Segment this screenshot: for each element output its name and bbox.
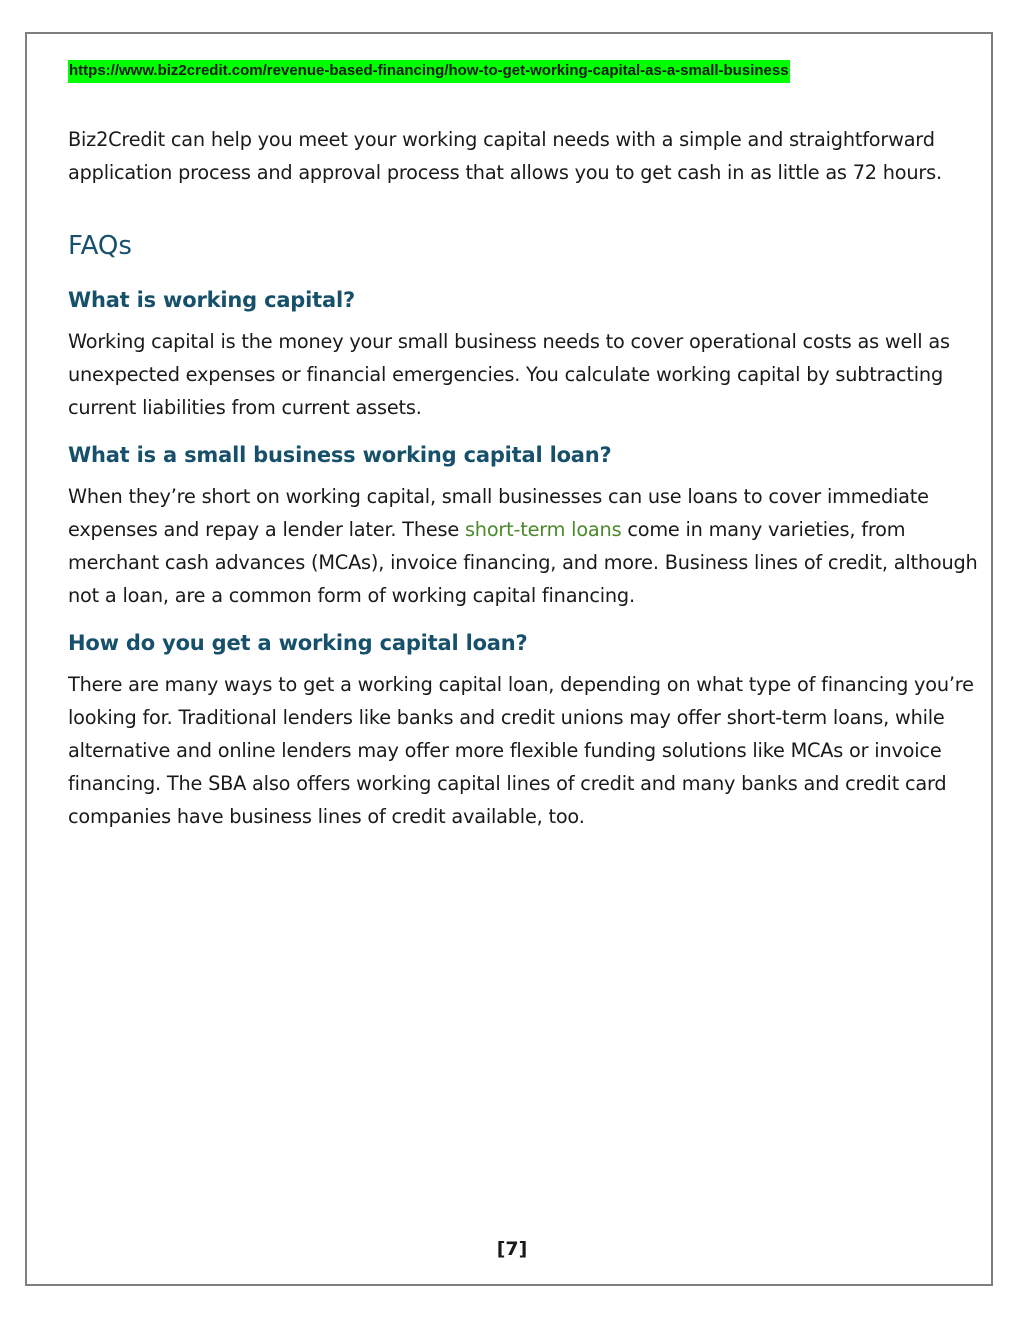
short-term-loans-link[interactable]: short-term loans [464,518,622,541]
answer-text-before-link: When they’re short on working capital, small businesses can use loans to cover immediate expenses and repay a lender later. These [68,485,929,541]
faq-question-get-loan: How do you get a working capital loan? [68,631,528,655]
faq-question-working-capital-loan: What is a small business working capital loan? [68,443,612,467]
faq-answer-working-capital-loan [68,480,980,612]
faq-heading: FAQs [68,231,132,261]
intro-paragraph: Biz2Credit can help you meet your working capital needs with a simple and straightforward application process and approval process that allows you to get cash in as little as 72 hours. [68,128,942,184]
page-number: [7] [496,1238,528,1260]
faq-answer-get-loan: There are many ways to get a working capital loan, depending on what type of financing you’re looking for. Traditional lenders like banks and credit unions may offer short-term loans, while alternative and online lenders may offer more flexible funding solutions like MCAs or invoice financing. The SBA also offers working capital lines of credit and many banks and credit card companies have business lines of credit available, too. [68,673,974,828]
faq-question-working-capital: What is working capital? [68,288,355,312]
source-url-link[interactable]: https://www.biz2credit.com/revenue-based-financing/how-to-get-working-capital-as-a-small-business [68,60,790,83]
document-content [68,60,980,833]
faq-answer-working-capital: Working capital is the money your small business needs to cover operational costs as well as unexpected expenses or financial emergencies. You calculate working capital by subtracting current liabilities from current assets. [68,330,950,419]
answer-text-after-link: come in many varieties, from merchant cash advances (MCAs), invoice financing, and more. Business lines of credit, although not a loan, are a common form of working capital financing. [68,518,978,607]
